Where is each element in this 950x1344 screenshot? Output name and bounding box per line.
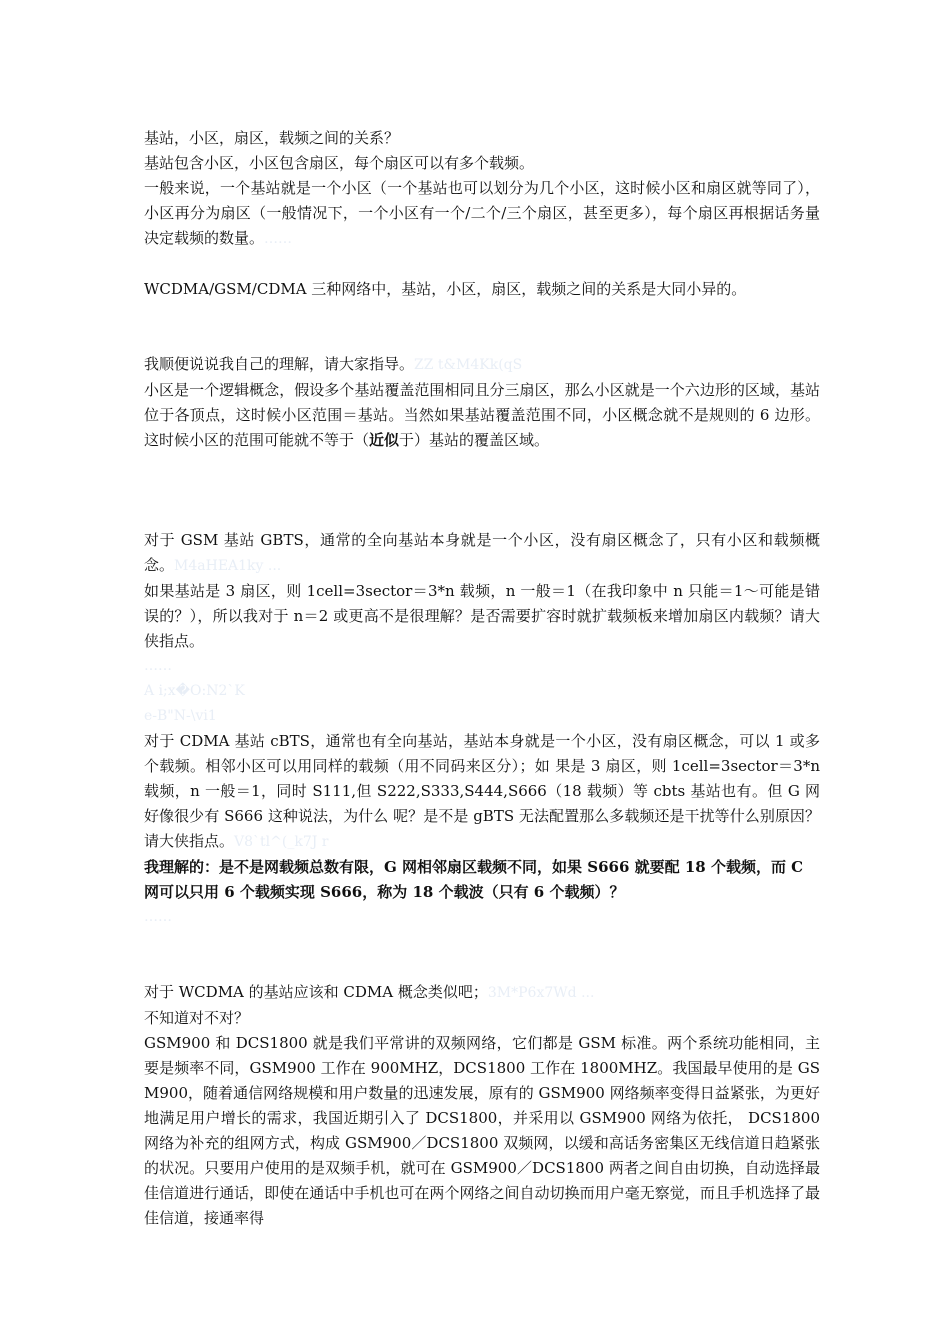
paragraph-understanding: 我理解的：是不是网载频总数有限，G 网相邻扇区载频不同，如果 S666 就要配 18 个载频，而 C 网可以只用 6 个载频实现 S666，称为 18 个载波（只有 6 个载频）？ bbox=[144, 858, 804, 901]
watermark-line: e-B"N-\vi1 bbox=[144, 708, 217, 724]
paragraph-cdma bbox=[144, 729, 820, 855]
paragraph-gsm-text: 对于 GSM 基站 GBTS，通常的全向基站本身就是一个小区，没有扇区概念了，只有小区和载频概念。 bbox=[144, 531, 820, 574]
answer-summary: 基站包含小区，小区包含扇区，每个扇区可以有多个载频。 bbox=[144, 154, 535, 172]
paragraph-sector: 如果基站是 3 扇区，则 1cell=3sector＝3*n 载频，n 一般＝1（在我印象中 n 只能＝1～可能是错误的？），所以我对于 n＝2 或更高不是很理解？是否需要扩容时就扩载频板来增加扇区内载频？请大侠指点。 bbox=[144, 582, 820, 650]
watermark-line: …… bbox=[144, 909, 172, 925]
watermark-text: ZZ t&M4Kk(qS bbox=[414, 357, 523, 373]
watermark-line: A i;x�O:N2`K bbox=[144, 683, 245, 699]
bold-term: 近似 bbox=[369, 431, 400, 449]
watermark-text: …… bbox=[264, 231, 293, 247]
paragraph-dual-band: GSM900 和 DCS1800 就是我们平常讲的双频网络，它们都是 GSM 标准。两个系统功能相同，主要是频率不同，GSM900 工作在 900MHZ，DCS1800 工作在 1800MHZ。我国最早使用的是 GSM900，随着通信网络规模和用户数量的迅速发展，原有的 GSM900 网络频率变得日益紧张，为更好地满足用户增长的需求，我国近期引入了 DCS1800，并采用以 GSM900 网络为依托， DCS1800 网络为补充的组网方式，构成 GSM900／DCS1800 双频网，以缓和高话务密集区无线信道日趋紧张的状况。只要用户使用的是双频手机，就可在 GSM900／DCS1800 两者之间自由切换，自动选择最佳信道进行通话，即使在通话中手机也可在两个网络之间自动切换而用户毫无察觉，而且手机选择了最佳信道，接通率得 bbox=[144, 1034, 820, 1227]
watermark-text: V8`tl^(_k7J r bbox=[234, 834, 329, 850]
paragraph-cell-text: 小区是一个逻辑概念，假设多个基站覆盖范围相同且分三扇区，那么小区就是一个六边形的区域，基站位于各顶点，这时候小区范围＝基站。当然如果基站覆盖范围不同，小区概念就不是规则的 6 边形。这时候小区的范围可能就不等于（ bbox=[144, 381, 820, 449]
paragraph-intro-text: 我顺便说说我自己的理解，请大家指导。 bbox=[144, 355, 415, 373]
paragraph-cell-concept bbox=[144, 378, 820, 453]
watermark-line: …… bbox=[144, 658, 172, 674]
paragraph-intro bbox=[144, 352, 820, 378]
document-body bbox=[144, 126, 820, 1231]
heading-question: 基站，小区，扇区，载频之间的关系？ bbox=[144, 129, 400, 147]
watermark-text: M4aHEA1ky ... bbox=[174, 558, 282, 574]
paragraph-question: 不知道对不对？ bbox=[144, 1009, 250, 1027]
watermark-text: 3M*P6x7Wd ... bbox=[487, 985, 595, 1001]
paragraph-general-text: 一般来说，一个基站就是一个小区（一个基站也可以划分为几个小区，这时候小区和扇区就等同了），小区再分为扇区（一般情况下，一个小区有一个/二个/三个扇区，甚至更多），每个扇区再根据话务量决定载频的数量。 bbox=[144, 179, 820, 247]
paragraph-gsm bbox=[144, 528, 820, 579]
paragraph-general bbox=[144, 176, 820, 252]
paragraph-wcdma-text: 对于 WCDMA 的基站应该和 CDMA 概念类似吧； bbox=[144, 983, 488, 1001]
paragraph-networks: WCDMA/GSM/CDMA 三种网络中，基站，小区，扇区，载频之间的关系是大同小异的。 bbox=[144, 280, 747, 298]
paragraph-cdma-text: 对于 CDMA 基站 cBTS，通常也有全向基站，基站本身就是一个小区，没有扇区概念，可以 1 或多个载频。相邻小区可以用同样的载频（用不同码来区分）；如 果是 3 扇区，则 1cell=3sector＝3*n 载频，n 一般＝1，同时 S111,但 S222,S333,S444,S666（18 载频）等 cbts 基站也有。但 G 网好像很少有 S666 这种说法，为什么 呢？是不是 gBTS 无法配置那么多载频还是干扰等什么别原因？请大侠指点。 bbox=[144, 732, 820, 850]
paragraph-cell-tail: 于）基站的覆盖区域。 bbox=[399, 431, 550, 449]
paragraph-wcdma bbox=[144, 980, 820, 1006]
